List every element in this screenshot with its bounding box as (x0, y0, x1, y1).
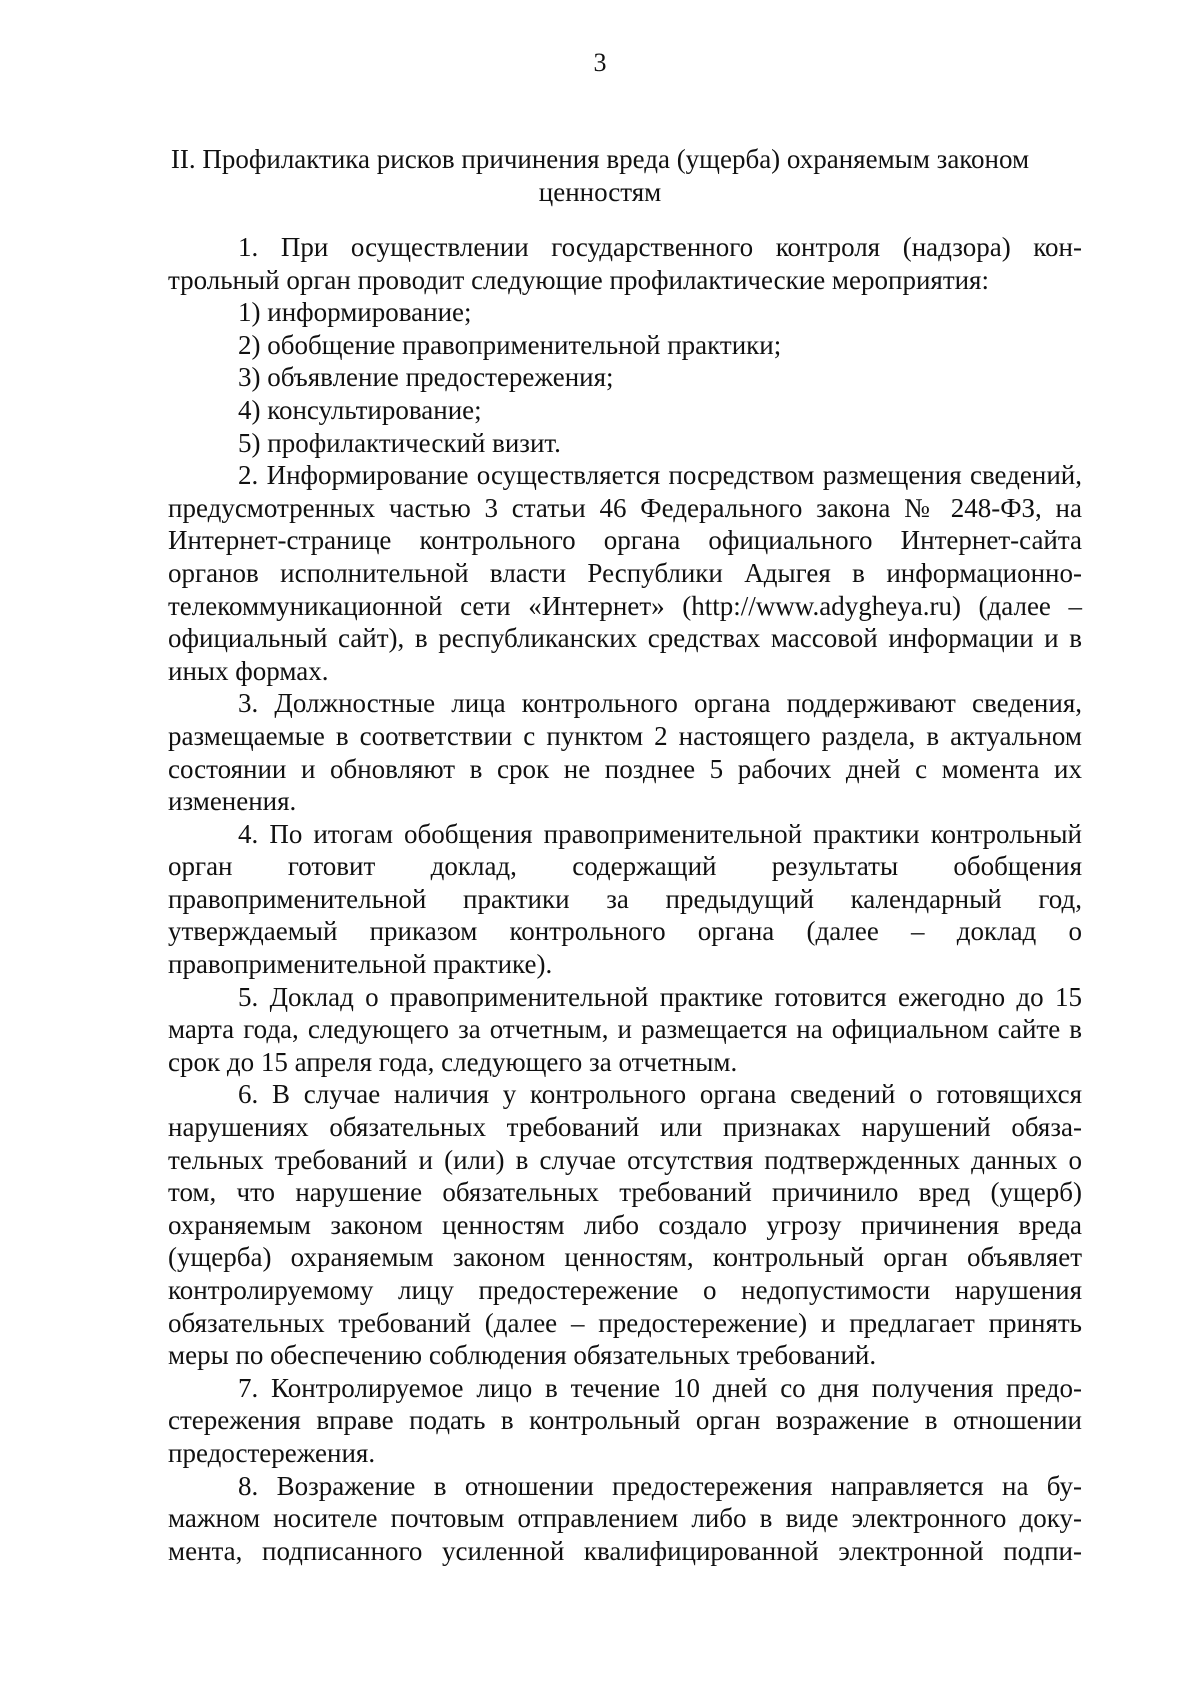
paragraph-6: 6. В случае наличия у контрольного органа сведений о готовящихся нарушениях обязательных требований или признаках нарушений обязательных требований и (или) в случае отсутствия подтвержденных данных о том, что нарушение обязательных требований причинило вред (ущерб) охраняемым законом ценностям либо создало угрозу причинения вреда (ущерба) охраняемым законом ценностям, контрольный орган объявляет контролируемому лицу предостережение о недопустимости нарушения обязательных требований (далее – предостережение) и предлагает принять меры по обеспечению соблюдения обязательных требований. (168, 1079, 1082, 1371)
paragraph-3: 3. Должностные лица контрольного органа поддерживают сведения, размещаемые в соответствии с пунктом 2 настоящего раздела, в актуальном состоянии и обновляют в срок не позднее 5 рабочих дней с момента их изменения. (168, 688, 1082, 817)
page-number: 3 (593, 48, 607, 77)
list-item-1: 1) информирование; (238, 297, 472, 328)
list-item-3: 3) объявление предостережения; (238, 362, 614, 393)
paragraph-8: 8. Возражение в отношении предостережения направляется на бумажном носителе почтовым отправлением либо в виде электронного документа, подписанного усиленной квалифицированной электронной подпи- (168, 1470, 1082, 1566)
paragraph-2: 2. Информирование осуществляется посредством размещения сведений, предусмотренных частью 3 статьи 46 Федерального закона № 248-ФЗ, на Интернет-странице контрольного органа официального Интернет-сайта органов исполнительной власти Республики Адыгея в информационно-телекоммуникационной сети «Интернет» (http://www.adygheya.ru) (далее – официальный сайт), в республиканских средствах массовой информации и в иных формах. (168, 460, 1082, 686)
paragraph-7: 7. Контролируемое лицо в течение 10 дней со дня получения предостережения вправе подать в контрольный орган возражение в отношении предостережения. (168, 1372, 1082, 1468)
paragraph-4: 4. По итогам обобщения правоприменительной практики контрольный орган готовит доклад, содержащий результаты обобщения правоприменительной практики за предыдущий календарный год, утверждаемый приказом контрольного органа (далее – доклад о правоприменительной практике). (168, 818, 1082, 980)
paragraph-5: 5. Доклад о правоприменительной практике готовится ежегодно до 15 марта года, следующего за отчетным, и размещается на официальном сайте в срок до 15 апреля года, следующего за отчетным. (168, 981, 1082, 1077)
list-item-2: 2) обобщение правоприменительной практики; (238, 329, 782, 360)
paragraph-1: 1. При осуществлении государственного контроля (надзора) контрольный орган проводит следующие профилактические мероприятия: (168, 232, 1082, 295)
document-body (168, 231, 1082, 1567)
list-item-4: 4) консультирование; (238, 394, 482, 425)
section-heading: II. Профилактика рисков причинения вреда (ущерба) охраняемым законом ценностям (170, 144, 1030, 207)
list-item-5: 5) профилактический визит. (238, 427, 561, 458)
